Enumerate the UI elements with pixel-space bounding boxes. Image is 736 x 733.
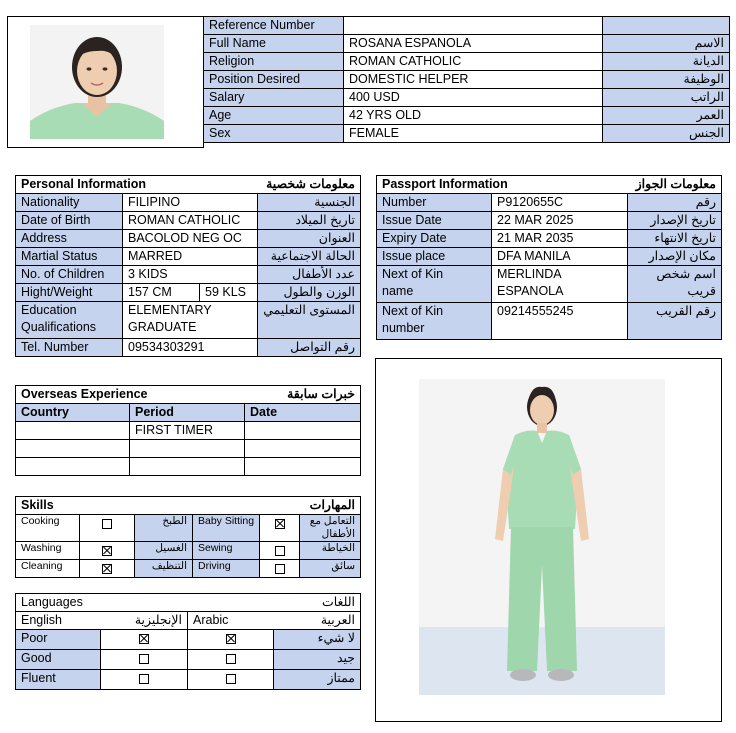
- overseas-cell: [130, 440, 245, 458]
- language-level-label-ar: جيد: [274, 650, 361, 670]
- passport-row: [377, 194, 722, 212]
- skill-label-ar: [300, 515, 361, 542]
- personal-label: Nationality: [16, 194, 123, 212]
- header-label-ar: الوظيفة: [603, 71, 730, 89]
- arabic-level-checkbox[interactable]: [226, 654, 236, 664]
- passport-label: Expiry Date: [377, 230, 492, 248]
- overseas-cell: [245, 422, 361, 440]
- skill-check-cell: [80, 515, 135, 542]
- header-label-ar: الاسم: [603, 35, 730, 53]
- skill-label-ar-line1: الخياطة: [321, 542, 356, 554]
- passport-label-ar: مكان الإصدار: [628, 248, 722, 266]
- personal-label-ar: الحالة الاجتماعية: [258, 248, 361, 266]
- skill-label: Baby Sitting: [193, 515, 260, 542]
- language-level-row: [16, 630, 361, 650]
- personal-row: [16, 248, 361, 266]
- header-row: [204, 35, 730, 53]
- header-table: [203, 16, 730, 143]
- overseas-cell: [245, 458, 361, 476]
- skill-check-cell: [260, 542, 300, 560]
- kin-number-label: [377, 303, 492, 340]
- skill-label-ar: الغسيل: [135, 542, 193, 560]
- english-level-checkbox[interactable]: [139, 654, 149, 664]
- kin-name-value: [492, 266, 628, 303]
- header-row: [204, 71, 730, 89]
- passport-info-title: Passport Information: [377, 176, 628, 194]
- header-label-ar: الجنس: [603, 125, 730, 143]
- header-row: [204, 107, 730, 125]
- english-level-checkbox[interactable]: [139, 634, 149, 644]
- kin-number-value: 09214555245: [492, 303, 628, 340]
- english-label-ar: الإنجليزية: [101, 612, 188, 630]
- skill-label-ar-line2: الأطفال: [321, 528, 356, 540]
- skill-label-ar: [300, 542, 361, 560]
- height-weight-label: Hight/Weight: [16, 284, 123, 302]
- personal-row: [16, 194, 361, 212]
- personal-label: No. of Children: [16, 266, 123, 284]
- header-value: [344, 17, 603, 35]
- personal-label: Martial Status: [16, 248, 123, 266]
- skill-row: [16, 542, 361, 560]
- skills-title-ar: المهارات: [193, 497, 361, 515]
- height-value: 157 CM: [123, 284, 200, 302]
- personal-value: ROMAN CATHOLIC: [123, 212, 258, 230]
- passport-value: P9120655C: [492, 194, 628, 212]
- skill-check-cell: [80, 542, 135, 560]
- header-value: ROSANA ESPANOLA: [344, 35, 603, 53]
- english-check-cell: [101, 630, 188, 650]
- passport-value: 21 MAR 2035: [492, 230, 628, 248]
- education-label-ar: المستوى التعليمي: [258, 302, 361, 339]
- skill-label-ar-line1: سائق: [331, 560, 356, 572]
- kin-name-label-line1: Next of Kin: [382, 267, 444, 281]
- skill-row: [16, 560, 361, 578]
- language-level-row: [16, 670, 361, 690]
- weight-value: 59 KLS: [200, 284, 258, 302]
- header-value: FEMALE: [344, 125, 603, 143]
- passport-label-ar: رقم: [628, 194, 722, 212]
- languages-table: [15, 593, 361, 690]
- personal-value: 3 KIDS: [123, 266, 258, 284]
- language-level-label: Poor: [16, 630, 101, 650]
- arabic-check-cell: [188, 670, 274, 690]
- kin-name-value-line1: MERLINDA: [497, 267, 562, 281]
- header-value: 42 YRS OLD: [344, 107, 603, 125]
- personal-value: FILIPINO: [123, 194, 258, 212]
- skill-checkbox[interactable]: [275, 519, 285, 529]
- skill-checkbox[interactable]: [275, 546, 285, 556]
- personal-label-ar: عدد الأطفال: [258, 266, 361, 284]
- english-check-cell: [101, 670, 188, 690]
- passport-label: Issue place: [377, 248, 492, 266]
- kin-name-label-line2: name: [382, 284, 414, 298]
- passport-row: [377, 248, 722, 266]
- skill-label-ar: الطبخ: [135, 515, 193, 542]
- personal-row: [16, 212, 361, 230]
- passport-row: [377, 230, 722, 248]
- personal-label: Date of Birth: [16, 212, 123, 230]
- kin-name-label-ar-line1: اسم شخص: [656, 267, 716, 281]
- kin-number-label-line1: Next of Kin: [382, 304, 444, 318]
- personal-info-table: [15, 175, 361, 357]
- language-level-label: Fluent: [16, 670, 101, 690]
- personal-value: BACOLOD NEG OC: [123, 230, 258, 248]
- passport-value: DFA MANILA: [492, 248, 628, 266]
- personal-value: MARRED: [123, 248, 258, 266]
- overseas-header-date: Date: [245, 404, 361, 422]
- header-label: Age: [204, 107, 344, 125]
- overseas-header-period: Period: [130, 404, 245, 422]
- header-value: 400 USD: [344, 89, 603, 107]
- header-row: [204, 17, 730, 35]
- education-label-line1: Education: [21, 303, 77, 317]
- overseas-cell: FIRST TIMER: [130, 422, 245, 440]
- skill-checkbox[interactable]: [102, 519, 112, 529]
- overseas-cell: [16, 458, 130, 476]
- header-label-ar: العمر: [603, 107, 730, 125]
- tel-label: Tel. Number: [16, 339, 123, 357]
- overseas-title: Overseas Experience: [16, 386, 245, 404]
- header-label: Position Desired: [204, 71, 344, 89]
- header-label: Salary: [204, 89, 344, 107]
- personal-label-ar: الجنسية: [258, 194, 361, 212]
- skill-label: Cooking: [16, 515, 80, 542]
- kin-name-value-line2: ESPANOLA: [497, 284, 564, 298]
- language-level-row: [16, 650, 361, 670]
- overseas-experience-table: [15, 385, 361, 476]
- skill-check-cell: [260, 560, 300, 578]
- header-label: Religion: [204, 53, 344, 71]
- personal-row: [16, 230, 361, 248]
- skill-label-ar: [300, 560, 361, 578]
- personal-info-title: Personal Information: [16, 176, 200, 194]
- personal-row: [16, 266, 361, 284]
- overseas-cell: [16, 440, 130, 458]
- kin-number-label-ar: رقم القريب: [628, 303, 722, 340]
- overseas-row: [16, 440, 361, 458]
- header-label-ar: الديانة: [603, 53, 730, 71]
- skill-label-ar-line1: التعامل مع: [309, 515, 356, 527]
- overseas-header-country: Country: [16, 404, 130, 422]
- skills-title: Skills: [16, 497, 193, 515]
- overseas-row: [16, 422, 361, 440]
- skill-checkbox[interactable]: [275, 564, 285, 574]
- arabic-check-cell: [188, 650, 274, 670]
- overseas-cell: [130, 458, 245, 476]
- arabic-level-checkbox[interactable]: [226, 674, 236, 684]
- english-level-checkbox[interactable]: [139, 674, 149, 684]
- personal-label: Address: [16, 230, 123, 248]
- full-body-photo: [419, 379, 665, 695]
- skill-checkbox[interactable]: [102, 546, 112, 556]
- education-label-line2: Qualifications: [21, 320, 97, 334]
- kin-name-label-ar: [628, 266, 722, 303]
- full-body-photo-frame: [375, 358, 722, 722]
- language-level-label-ar: ممتاز: [274, 670, 361, 690]
- tel-value: 09534303291: [123, 339, 258, 357]
- skill-label: Washing: [16, 542, 80, 560]
- skill-checkbox[interactable]: [102, 564, 112, 574]
- header-row: [204, 89, 730, 107]
- overseas-cell: [245, 440, 361, 458]
- overseas-row: [16, 458, 361, 476]
- header-label-ar: [603, 17, 730, 35]
- passport-label-ar: تاريخ الإصدار: [628, 212, 722, 230]
- education-label: [16, 302, 123, 339]
- skill-check-cell: [260, 515, 300, 542]
- skill-label-ar: التنظيف: [135, 560, 193, 578]
- height-weight-label-ar: الوزن والطول: [258, 284, 361, 302]
- skill-label: Sewing: [193, 542, 260, 560]
- overseas-cell: [16, 422, 130, 440]
- passport-label: Number: [377, 194, 492, 212]
- education-value-line1: ELEMENTARY: [128, 303, 212, 317]
- tel-label-ar: رقم التواصل: [258, 339, 361, 357]
- english-label: English: [16, 612, 101, 630]
- skill-label: Cleaning: [16, 560, 80, 578]
- arabic-check-cell: [188, 630, 274, 650]
- arabic-label-ar: العربية: [274, 612, 361, 630]
- header-row: [204, 53, 730, 71]
- passport-label-ar: تاريخ الانتهاء: [628, 230, 722, 248]
- english-check-cell: [101, 650, 188, 670]
- header-label: Sex: [204, 125, 344, 143]
- personal-label-ar: العنوان: [258, 230, 361, 248]
- passport-info-title-ar: معلومات الجواز: [628, 176, 722, 194]
- header-photo-frame: [7, 16, 204, 148]
- kin-name-label-ar-line2: قريب: [687, 284, 716, 298]
- language-level-label-ar: لا شيء: [274, 630, 361, 650]
- personal-info-title-ar: معلومات شخصية: [200, 176, 361, 194]
- header-value: DOMESTIC HELPER: [344, 71, 603, 89]
- overseas-title-ar: خبرات سابقة: [245, 386, 361, 404]
- headshot-photo: [30, 25, 164, 139]
- header-label: Reference Number: [204, 17, 344, 35]
- skill-check-cell: [80, 560, 135, 578]
- passport-label: Issue Date: [377, 212, 492, 230]
- kin-name-label: [377, 266, 492, 303]
- languages-title-ar: اللغات: [188, 594, 361, 612]
- header-value: ROMAN CATHOLIC: [344, 53, 603, 71]
- skill-row: [16, 515, 361, 542]
- kin-number-label-line2: number: [382, 321, 425, 335]
- passport-row: [377, 212, 722, 230]
- header-row: [204, 125, 730, 143]
- header-label-ar: الراتب: [603, 89, 730, 107]
- arabic-label: Arabic: [188, 612, 274, 630]
- skills-table: [15, 496, 361, 578]
- header-label: Full Name: [204, 35, 344, 53]
- language-level-label: Good: [16, 650, 101, 670]
- languages-title: Languages: [16, 594, 188, 612]
- education-value-line2: GRADUATE: [128, 320, 197, 334]
- skill-label: Driving: [193, 560, 260, 578]
- arabic-level-checkbox[interactable]: [226, 634, 236, 644]
- passport-value: 22 MAR 2025: [492, 212, 628, 230]
- passport-info-table: [376, 175, 722, 340]
- education-value: [123, 302, 258, 339]
- personal-label-ar: تاريخ الميلاد: [258, 212, 361, 230]
